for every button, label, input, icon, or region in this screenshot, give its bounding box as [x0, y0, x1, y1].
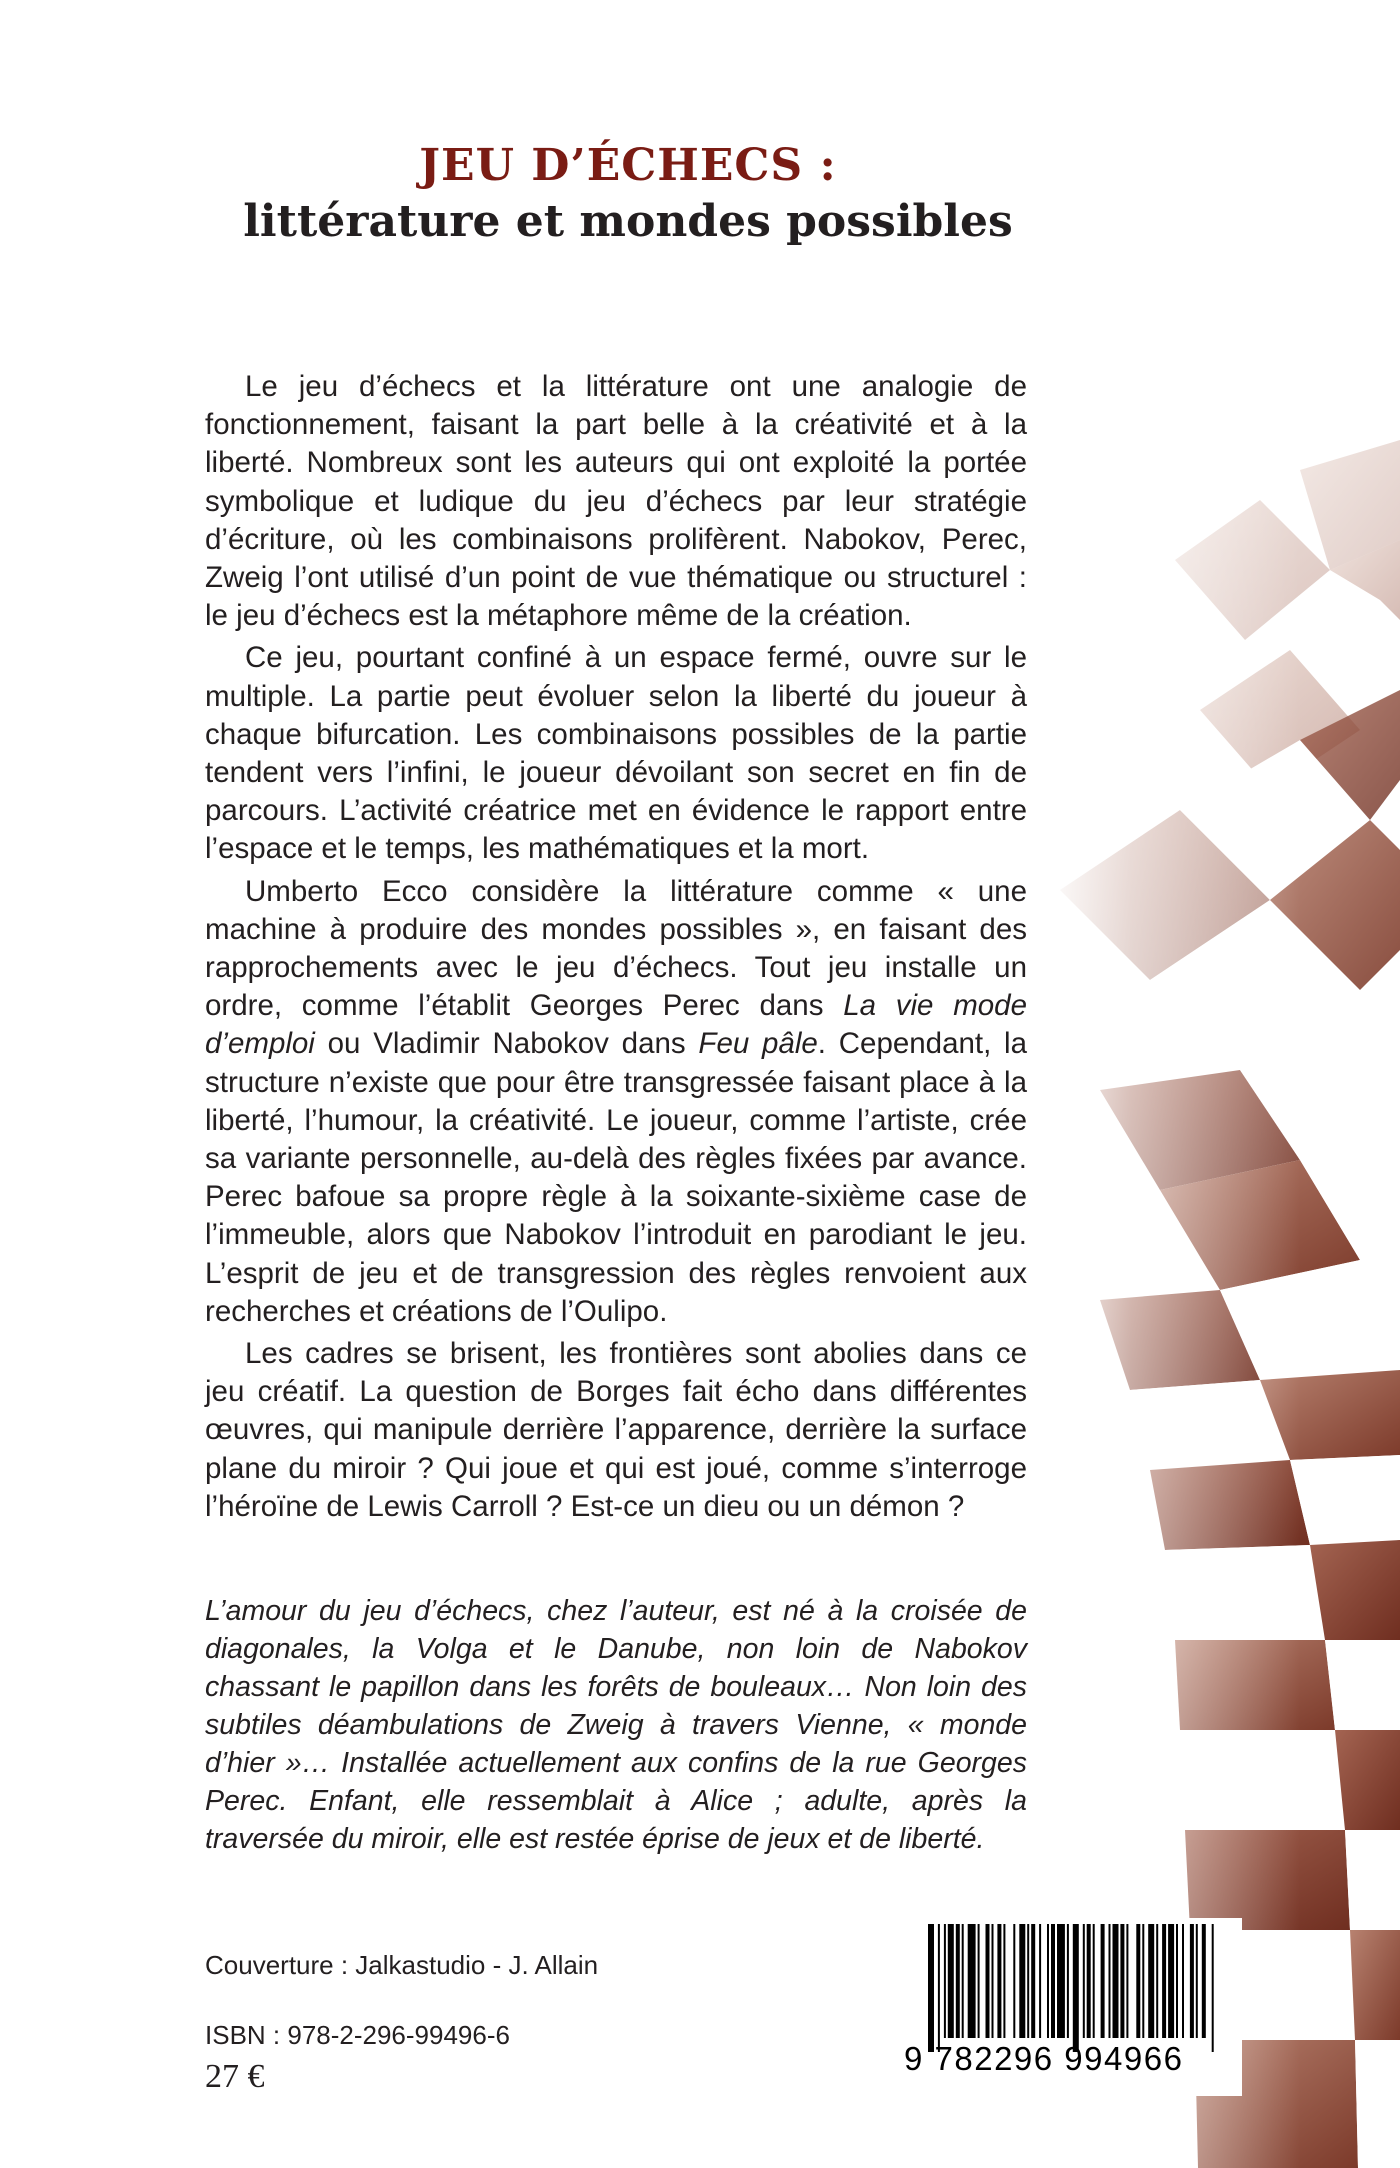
barcode-bar	[1057, 1924, 1065, 2038]
blurb	[205, 368, 1027, 1530]
barcode-bar	[948, 1924, 954, 2038]
barcode-bar	[1136, 1924, 1140, 2038]
barcode-bar	[1113, 1924, 1119, 2038]
barcode-bar	[1120, 1924, 1124, 2038]
barcode	[898, 1918, 1242, 2096]
barcode-bar	[992, 1924, 994, 2038]
barcode-bar	[1142, 1924, 1144, 2038]
barcode-bar	[1126, 1924, 1128, 2038]
barcode-bar	[1003, 1924, 1005, 2038]
barcode-bar	[1148, 1924, 1154, 2038]
blurb-paragraph-4: Les cadres se brisent, les frontières sont abolies dans ce jeu créatif. La question de Borges fait écho dans différentes œuvres, qui manipule derrière l’apparence, derrière la surface plane du miroir ? Qui joue et qui est joué, comme s’interroge l’héroïne de Lewis Carroll ? Est-ce un dieu ou un démon ?	[205, 1337, 1027, 1523]
barcode-bar	[1162, 1924, 1166, 2038]
barcode-bar	[1031, 1924, 1035, 2038]
book-reference-feu-pale: Feu pâle	[698, 1027, 818, 1061]
blurb-paragraph-2: Ce jeu, pourtant confiné à un espace fermé, ouvre sur le multiple. La partie peut évoluer selon la liberté du joueur à chaque bifurcation. Les combinaisons possibles de la partie tendent vers l’infini, le joueur dévoilant son secret en fin de parcours. L’activité créatrice met en évidence le rapport entre l’espace et le temps, les mathématiques et la mort.	[205, 641, 1027, 866]
barcode-bar	[962, 1924, 964, 2038]
author-bio: L’amour du jeu d’échecs, chez l’auteur, est né à la croisée de diagonales, la Volga et le Danube, non loin de Nabokov chassant le papillon dans les forêts de bouleaux… Non loin des subtiles déambulations de Zweig à travers Vienne, « monde d’hier »… Installée actuellement aux confins de la rue Georges Perec. Enfant, elle ressemblait à Alice ; adulte, après la traversée du miroir, elle est restée éprise de jeux et de liberté.	[205, 1595, 1027, 1855]
barcode-bar	[938, 1924, 940, 2052]
barcode-bar	[1176, 1924, 1178, 2038]
blurb-p3-part-2: ou Vladimir Nabokov dans	[314, 1027, 699, 1061]
barcode-bar	[944, 1924, 946, 2038]
barcode-bar	[1212, 1924, 1214, 2052]
book-reference-la-vie-mode-d-emploi: La vie mode d’emploi	[205, 989, 1027, 1061]
barcode-bar	[968, 1924, 976, 2038]
barcode-digits: 9 782296 994966	[904, 2040, 1184, 2077]
barcode-bar	[1156, 1924, 1158, 2038]
barcode-bar	[1039, 1924, 1041, 2038]
barcode-bar	[1067, 1924, 1069, 2038]
barcode-bar	[1190, 1924, 1194, 2038]
barcode-bar	[928, 1924, 934, 2052]
price: 27 €	[205, 2058, 265, 2095]
barcode-bar	[1027, 1924, 1029, 2038]
blurb-paragraph-1: Le jeu d’échecs et la littérature ont une analogie de fonctionnement, faisant la part belle à la créativité et à la liberté. Nombreux sont les auteurs qui ont exploité la portée symbolique et ludique du jeu d’échecs par leur stratégie d’écriture, où les combinaisons prolifèrent. Nabokov, Perec, Zweig l’ont utilisé d’un point de vue thématique ou structurel : le jeu d’échecs est la métaphore même de la création.	[205, 370, 1027, 633]
barcode-bar	[1196, 1924, 1198, 2038]
barcode-bar	[1019, 1924, 1025, 2038]
barcode-bar	[1202, 1924, 1206, 2038]
barcode-bar	[986, 1924, 990, 2038]
barcode-bar	[1109, 1924, 1111, 2038]
title-block	[0, 138, 1400, 250]
barcode-bar	[1101, 1924, 1105, 2038]
blurb-p3-part-3: . Cependant, la structure n’existe que pour être transgressée faisant place à la liberté, l’humour, la créativité. Le joueur, comme l’artiste, crée sa variante personnelle, au-delà des règles fixées par avance. Perec bafoue sa propre règle à la soixante-sixième case de l’immeuble, alors que Nabokov l’introduit en parodiant le jeu. L’esprit de jeu et de transgression des règles renvoient aux recherches et créations de l’Oulipo.	[205, 1027, 1028, 1328]
barcode-bar	[978, 1924, 980, 2038]
book-subtitle: littérature et mondes possibles	[243, 196, 1013, 247]
barcode-bar	[956, 1924, 960, 2038]
book-title: JEU D’ÉCHECS :	[419, 140, 837, 191]
barcode-bar	[1168, 1924, 1174, 2038]
barcode-bar	[997, 1924, 1001, 2038]
cover-credit: Couverture : Jalkastudio - J. Allain	[205, 1950, 599, 1980]
barcode-bar	[1051, 1924, 1055, 2038]
barcode-bar	[1013, 1924, 1015, 2038]
barcode-bar	[1047, 1924, 1049, 2038]
isbn: ISBN : 978-2-296-99496-6	[205, 2020, 510, 2050]
barcode-bar	[1087, 1924, 1091, 2038]
barcode-bar	[1182, 1924, 1184, 2038]
blurb-p3-part-1: Umberto Ecco considère la littérature comme « une machine à produire des mondes possibles », en faisant des rapprochements avec le jeu d’échecs. Tout jeu installe un ordre, comme l’établit Georges Perec dans	[205, 874, 1027, 1023]
barcode-bar	[1093, 1924, 1095, 2038]
blurb-paragraph-3	[205, 873, 1027, 1331]
barcode-bar	[1083, 1924, 1085, 2038]
barcode-bar	[1073, 1924, 1079, 2052]
